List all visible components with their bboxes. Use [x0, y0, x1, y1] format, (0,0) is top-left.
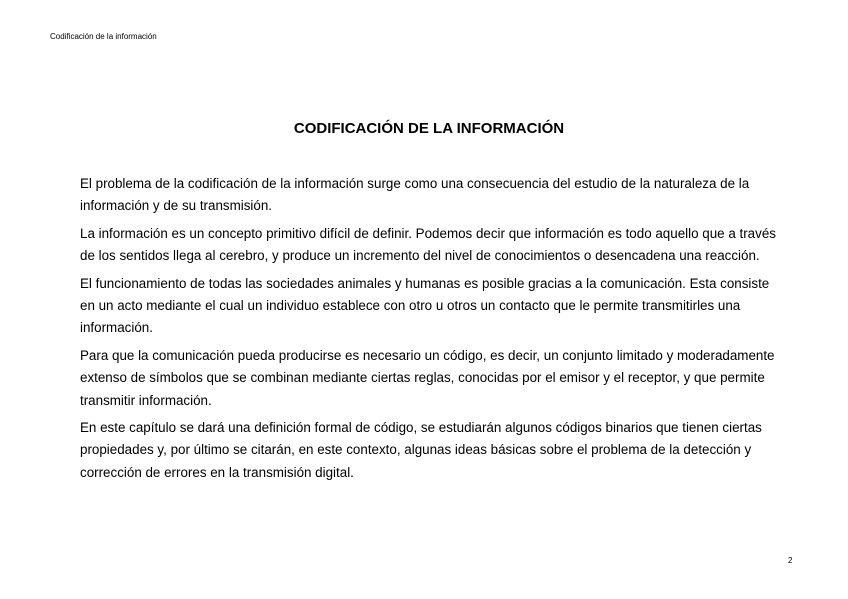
- page-number: 2: [788, 556, 793, 565]
- paragraph-2: La información es un concepto primitivo difícil de definir. Podemos decir que información es todo aquello que a través de los sentidos llega al cerebro, y produce un incremento del nivel de conocimientos o desencadena una reacción.: [80, 225, 776, 264]
- paragraph-3: El funcionamiento de todas las sociedades animales y humanas es posible gracias a la comunicación. Esta consiste en un acto mediante el cual un individuo establece con otro u otros un contacto que le permite transmitirles una información.: [80, 275, 770, 336]
- document-title: CODIFICACIÓN DE LA INFORMACIÓN: [293, 120, 565, 137]
- running-header: Codificación de la información: [50, 32, 157, 41]
- document-body: [80, 173, 780, 489]
- paragraph-4: Para que la comunicación pueda producirse es necesario un código, es decir, un conjunto limitado y moderadamente extenso de símbolos que se combinan mediante ciertas reglas, conocidas por el emisor y el receptor, y que permite transmitir información.: [80, 347, 775, 408]
- paragraph-1: El problema de la codificación de la información surge como una consecuencia del estudio de la naturaleza de la información y de su transmisión.: [80, 176, 750, 214]
- paragraph-5: En este capítulo se dará una definición formal de código, se estudiarán algunos códigos binarios que tienen ciertas propiedades y, por último se citarán, en este contexto, algunas ideas básicas sobre el problema de la detección y corrección de errores en la transmisión digital.: [80, 420, 762, 480]
